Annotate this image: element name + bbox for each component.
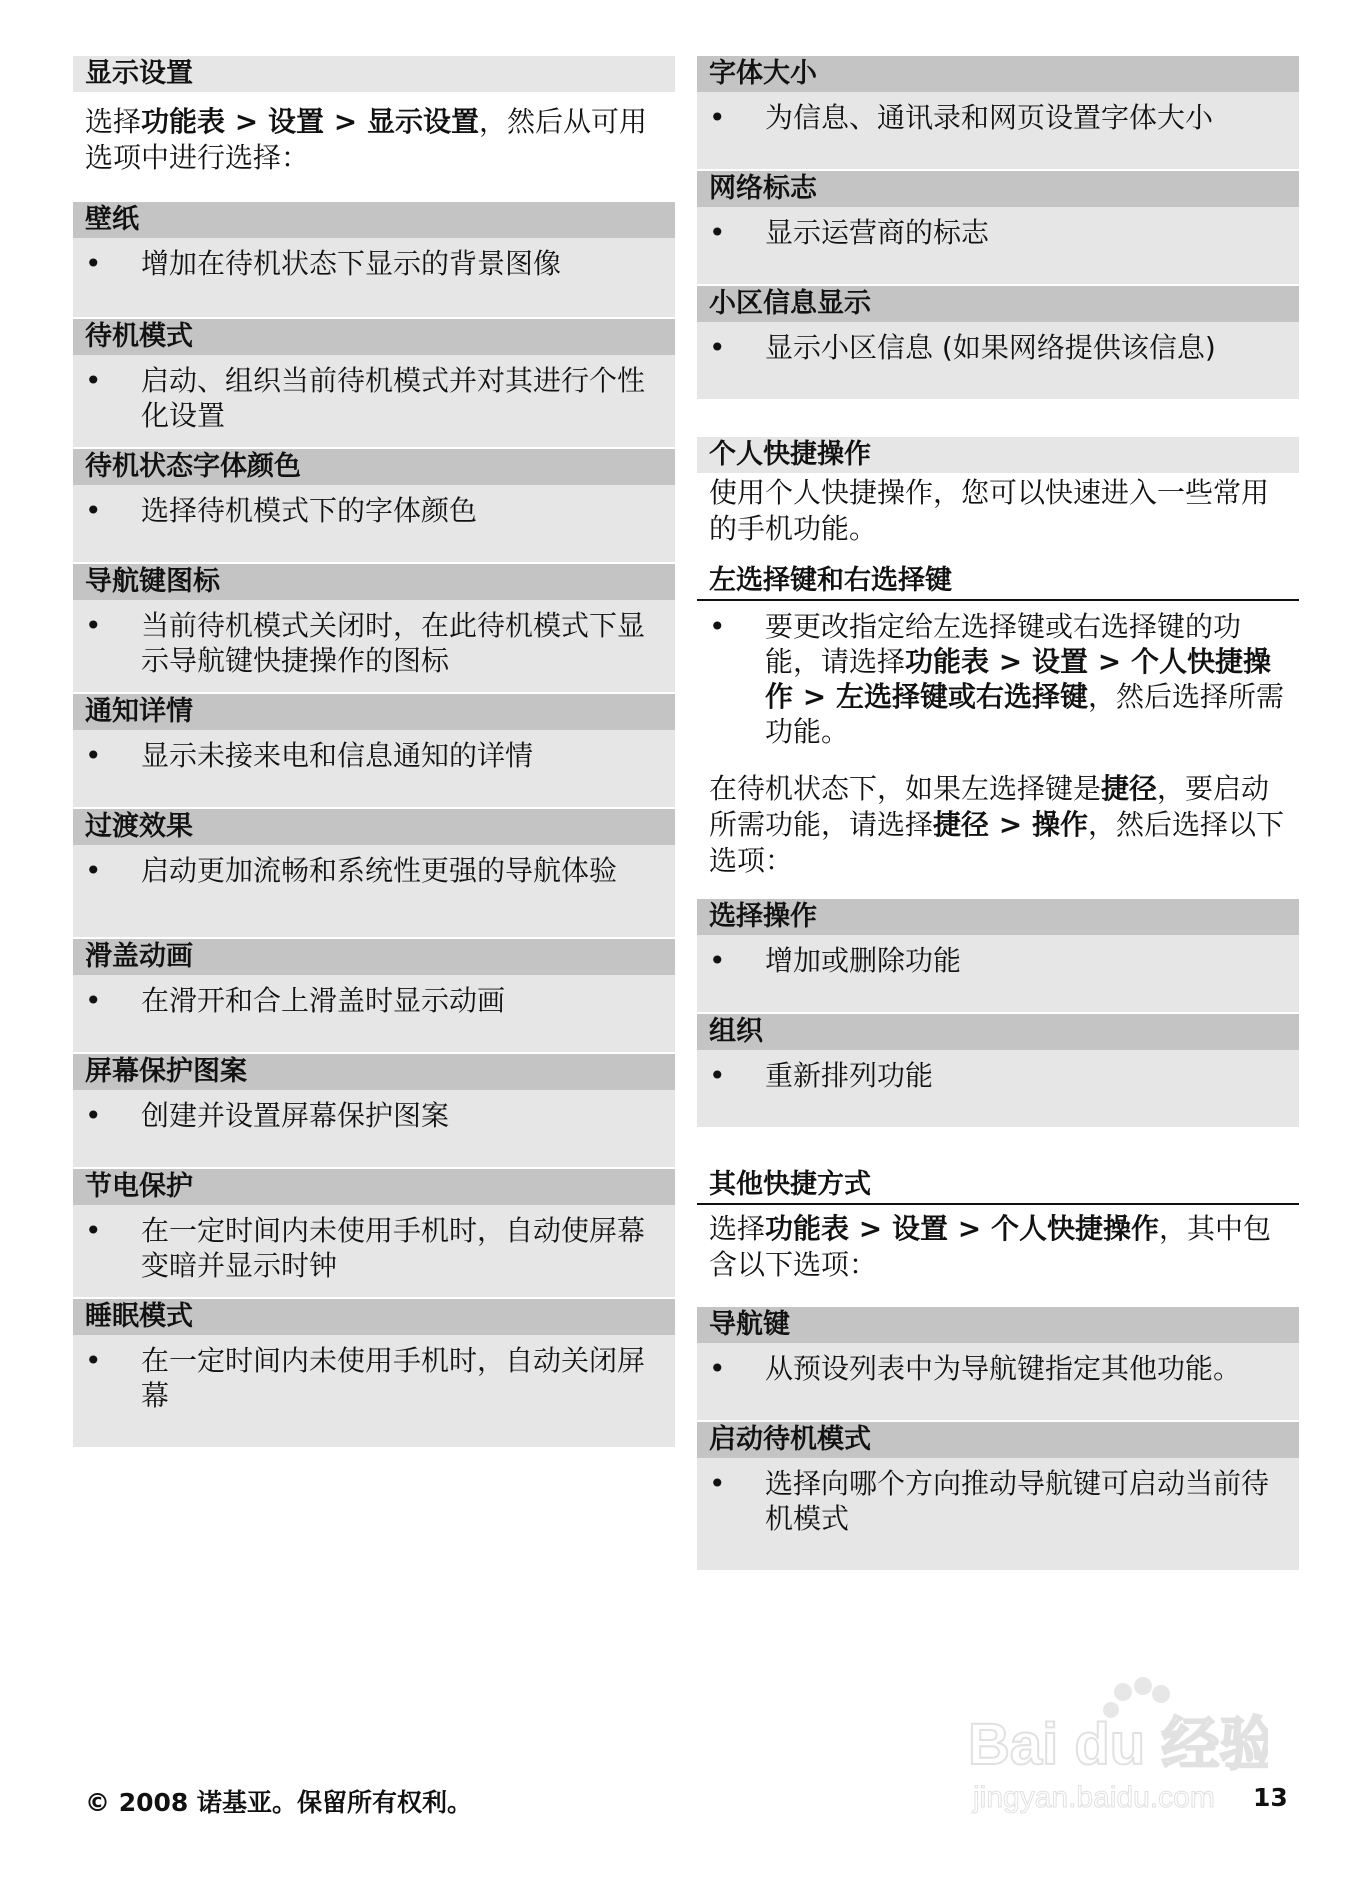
- list-item: • 从预设列表中为导航键指定其他功能。: [709, 1352, 1242, 1385]
- standby-shortcut-text: 在待机状态下，如果左选择键是捷径，要启动所需功能，请选择捷径 > 操作，然后选择以下选项：: [709, 772, 1285, 877]
- bullet-icon: •: [85, 984, 102, 1017]
- section-wallpaper: [73, 202, 675, 317]
- section-navigation-key: [697, 1307, 1299, 1420]
- list-item: • 启动更加流畅和系统性更强的导航体验: [85, 854, 618, 887]
- section-title: 显示设置: [73, 56, 675, 92]
- section-title: 启动待机模式: [697, 1422, 1299, 1458]
- section-sleep-mode: [73, 1299, 675, 1447]
- bullet-icon: •: [709, 1467, 726, 1500]
- list-item: • 增加在待机状态下显示的背景图像: [85, 247, 562, 280]
- list-item: • 在一定时间内未使用手机时，自动使屏幕变暗并显示时钟: [85, 1214, 646, 1282]
- section-title: 左选择键和右选择键: [697, 563, 1299, 601]
- section-title: 组织: [697, 1014, 1299, 1050]
- list-item: • 为信息、通讯录和网页设置字体大小: [709, 101, 1214, 134]
- bullet-icon: •: [85, 247, 102, 280]
- bullet-icon: •: [85, 1099, 102, 1132]
- intro-text: 使用个人快捷操作，您可以快速进入一些常用的手机功能。: [709, 476, 1270, 545]
- bullet-icon: •: [85, 854, 102, 887]
- section-title: 睡眠模式: [73, 1299, 675, 1335]
- list-item: • 重新排列功能: [709, 1059, 934, 1092]
- section-transition-effects: [73, 809, 675, 937]
- bullet-icon: •: [709, 101, 726, 134]
- section-standby-font-color: [73, 449, 675, 562]
- left-column: [73, 56, 675, 1447]
- section-title: 滑盖动画: [73, 939, 675, 975]
- section-screensaver: [73, 1054, 675, 1167]
- section-power-saver: [73, 1169, 675, 1297]
- bullet-icon: •: [85, 364, 102, 397]
- list-item: • 增加或删除功能: [709, 944, 962, 977]
- section-cell-info: [697, 286, 1299, 399]
- intro-text: 选择功能表 > 设置 > 显示设置，然后从可用选项中进行选择：: [85, 105, 648, 174]
- section-title: 导航键: [697, 1307, 1299, 1343]
- watermark-url: jingyan.baidu.com: [973, 1781, 1215, 1814]
- section-title: 通知详情: [73, 694, 675, 730]
- bullet-icon: •: [709, 216, 726, 249]
- section-title: 过渡效果: [73, 809, 675, 845]
- section-title: 网络标志: [697, 171, 1299, 207]
- section-title: 其他快捷方式: [697, 1167, 1299, 1205]
- section-activate-standby: [697, 1422, 1299, 1570]
- list-item: • 显示未接来电和信息通知的详情: [85, 739, 534, 772]
- copyright-footer: © 2008 诺基亚。保留所有权利。: [85, 1788, 472, 1817]
- section-standby-mode: [73, 319, 675, 447]
- list-item: • 选择向哪个方向推动导航键可启动当前待机模式: [709, 1467, 1270, 1535]
- section-title: 字体大小: [697, 56, 1299, 92]
- section-network-logo: [697, 171, 1299, 284]
- page-number: 13: [1253, 1783, 1288, 1812]
- section-title: 待机状态字体颜色: [73, 449, 675, 485]
- list-item: • 在一定时间内未使用手机时，自动关闭屏幕: [85, 1344, 646, 1412]
- section-title: 待机模式: [73, 319, 675, 355]
- section-title: 壁纸: [73, 202, 675, 238]
- section-title: 个人快捷操作: [697, 437, 1299, 473]
- bullet-icon: •: [85, 494, 102, 527]
- list-item: • 要更改指定给左选择键或右选择键的功能，请选择功能表 > 设置 > 个人快捷操作 > 左选择键或右选择键，然后选择所需功能。: [709, 610, 1285, 748]
- section-title: 导航键图标: [73, 564, 675, 600]
- list-item: • 启动、组织当前待机模式并对其进行个性化设置: [85, 364, 646, 432]
- bullet-icon: •: [85, 1344, 102, 1377]
- list-item: • 在滑开和合上滑盖时显示动画: [85, 984, 506, 1017]
- section-title: 屏幕保护图案: [73, 1054, 675, 1090]
- right-column: [697, 56, 1299, 1570]
- bullet-icon: •: [709, 944, 726, 977]
- bullet-icon: •: [709, 610, 726, 643]
- list-item: • 创建并设置屏幕保护图案: [85, 1099, 450, 1132]
- watermark-brand: Bai du 经验: [968, 1712, 1268, 1777]
- list-item: • 选择待机模式下的字体颜色: [85, 494, 478, 527]
- section-font-size: [697, 56, 1299, 169]
- section-title: 小区信息显示: [697, 286, 1299, 322]
- other-shortcuts-block: [697, 1167, 1299, 1305]
- bullet-icon: •: [85, 1214, 102, 1247]
- list-item: • 当前待机模式关闭时，在此待机模式下显示导航键快捷操作的图标: [85, 609, 646, 677]
- list-item: • 显示运营商的标志: [709, 216, 990, 249]
- section-organize: [697, 1014, 1299, 1127]
- section-nav-key-icons: [73, 564, 675, 692]
- other-shortcuts-text: 选择功能表 > 设置 > 个人快捷操作，其中包含以下选项：: [709, 1212, 1272, 1281]
- bullet-icon: •: [85, 739, 102, 772]
- bullet-icon: •: [709, 331, 726, 364]
- display-settings-intro: [73, 56, 675, 202]
- section-title: 选择操作: [697, 899, 1299, 935]
- section-title: 节电保护: [73, 1169, 675, 1205]
- list-item: • 显示小区信息 (如果网络提供该信息): [709, 331, 1216, 364]
- baidu-watermark: [968, 1672, 1268, 1822]
- bullet-icon: •: [709, 1059, 726, 1092]
- section-slide-animation: [73, 939, 675, 1052]
- bullet-icon: •: [709, 1352, 726, 1385]
- bullet-icon: •: [85, 609, 102, 642]
- section-notification-details: [73, 694, 675, 807]
- section-select-actions: [697, 899, 1299, 1012]
- personal-shortcuts-intro: [697, 437, 1299, 555]
- selection-keys-block: [697, 563, 1299, 881]
